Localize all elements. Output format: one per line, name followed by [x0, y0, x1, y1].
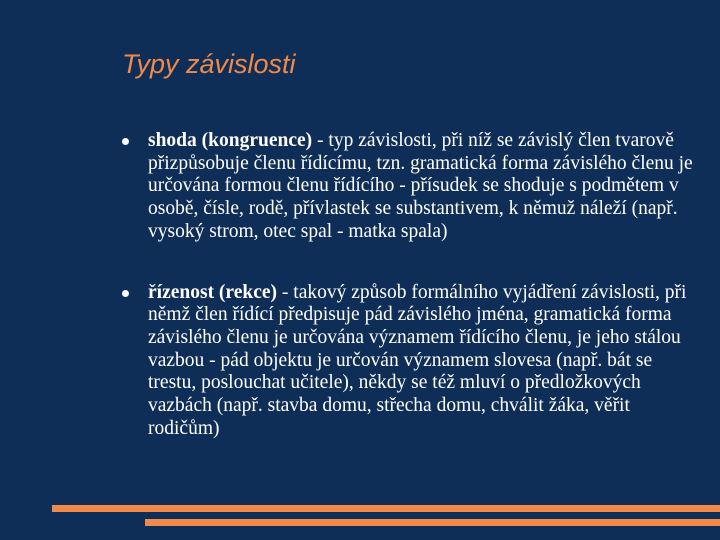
slide-title: Typy závislosti: [122, 49, 296, 79]
bullet-item-rizenost: [122, 282, 702, 441]
bullet-term: řízenost (rekce): [148, 281, 278, 303]
bullet-dot-icon: [122, 138, 129, 145]
bullet-term: shoda (kongruence): [148, 130, 313, 151]
bullet-list: [122, 130, 702, 440]
bullet-text: - typ závislosti, při níž se závislý člen tvarově přizpůsobuje členu řídícímu, tzn. gramatická forma závislého členu je určována formou členu řídícího - přísudek se shoduje s podmětem v osobě, čísle, rodě, přívlastek se substantivem, k němuž náleží (např. vysoký strom, otec spal - matka spala): [148, 130, 693, 242]
bullet-item-shoda: [122, 130, 702, 244]
decorative-bar-top: [52, 505, 720, 512]
bullet-text: - takový způsob formálního vyjádření závislosti, při němž člen řídící předpisuje pád závislého jména, gramatická forma závislého členu je určována významem řídícího členu, je jeho stálou vazbou - pád objektu je určován významem slovesa (např. bát se trestu, poslouchat učitele), někdy se též mluví o předložkových vazbách (např. stavba domu, střecha domu, chválit žáka, věřit rodičům): [148, 281, 687, 439]
bullet-dot-icon: [122, 290, 129, 297]
decorative-bar-bottom: [145, 519, 720, 526]
